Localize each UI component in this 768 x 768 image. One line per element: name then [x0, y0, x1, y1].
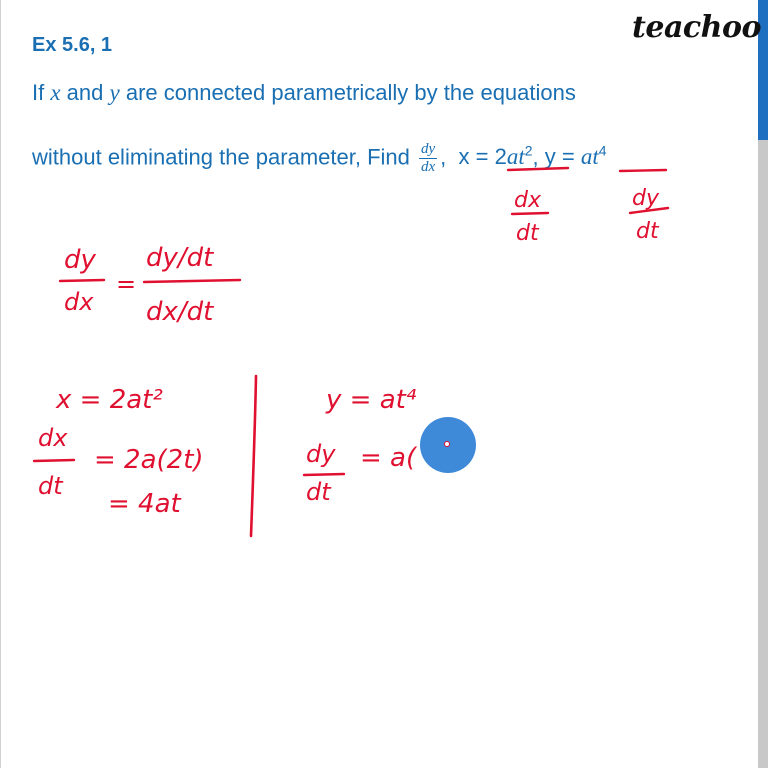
- label-dx-num: dx: [514, 188, 541, 213]
- dydt-den: dt: [306, 478, 331, 506]
- label-dy-den: dt: [636, 219, 659, 244]
- q-text: and: [60, 80, 110, 105]
- eq-x-lhs: x = 2: [458, 144, 507, 170]
- eq-y-exp: 4: [598, 142, 607, 159]
- label-dx-bar: [512, 213, 548, 214]
- question-line-2: without eliminating the parameter, Find $\frac{dy}{dx}$ , $x = 2at^2$, $y = at^4$: [32, 141, 607, 175]
- formula-lhs-num: dy: [64, 245, 96, 275]
- dxdt-bar: [34, 460, 74, 461]
- q-text: are connected parametrically by the equations: [119, 80, 576, 105]
- dydt-value: = a(: [360, 443, 417, 473]
- underline-y-eq: [620, 170, 666, 171]
- label-dx-den: dt: [516, 221, 539, 246]
- formula-lhs-den: dx: [64, 288, 94, 316]
- dxdt-num: dx: [38, 424, 68, 452]
- column-divider: [251, 376, 256, 536]
- underline-x-eq: [508, 168, 568, 170]
- dydt-bar: [304, 474, 344, 475]
- frac-numerator: dy: [420, 141, 436, 157]
- x-equation: x = 2at²: [56, 385, 163, 415]
- formula-rhs-bar: [144, 280, 240, 282]
- q-var-x: x: [50, 80, 61, 105]
- dxdt-den: dt: [38, 472, 63, 500]
- eq-y-var: at: [580, 144, 599, 170]
- eq-x-exp: 2: [524, 142, 533, 159]
- label-dy-num: dy: [632, 186, 659, 211]
- y-equation: y = at⁴: [326, 385, 417, 415]
- pen-tip-icon: [444, 441, 450, 447]
- formula-lhs-bar: [60, 280, 104, 281]
- q-text: If: [32, 80, 51, 105]
- frac-denominator: dx: [420, 159, 436, 175]
- eq-y-lhs: y =: [544, 144, 581, 170]
- formula-rhs-den: dx/dt: [146, 297, 214, 327]
- q-text: without eliminating the parameter, Find: [32, 144, 416, 170]
- eq-x-var: at: [506, 144, 525, 170]
- dxdt-value-1: = 2a(2t): [94, 445, 204, 475]
- dydt-num: dy: [306, 440, 336, 468]
- eq-separator: ,: [532, 144, 545, 170]
- formula-equals: =: [116, 270, 137, 298]
- brand-logo: teachoo: [632, 10, 761, 45]
- exercise-title: Ex 5.6, 1: [32, 34, 113, 56]
- dxdt-value-2: = 4at: [108, 489, 181, 519]
- q-var-y: y: [109, 80, 120, 105]
- formula-rhs-num: dy/dt: [146, 243, 214, 273]
